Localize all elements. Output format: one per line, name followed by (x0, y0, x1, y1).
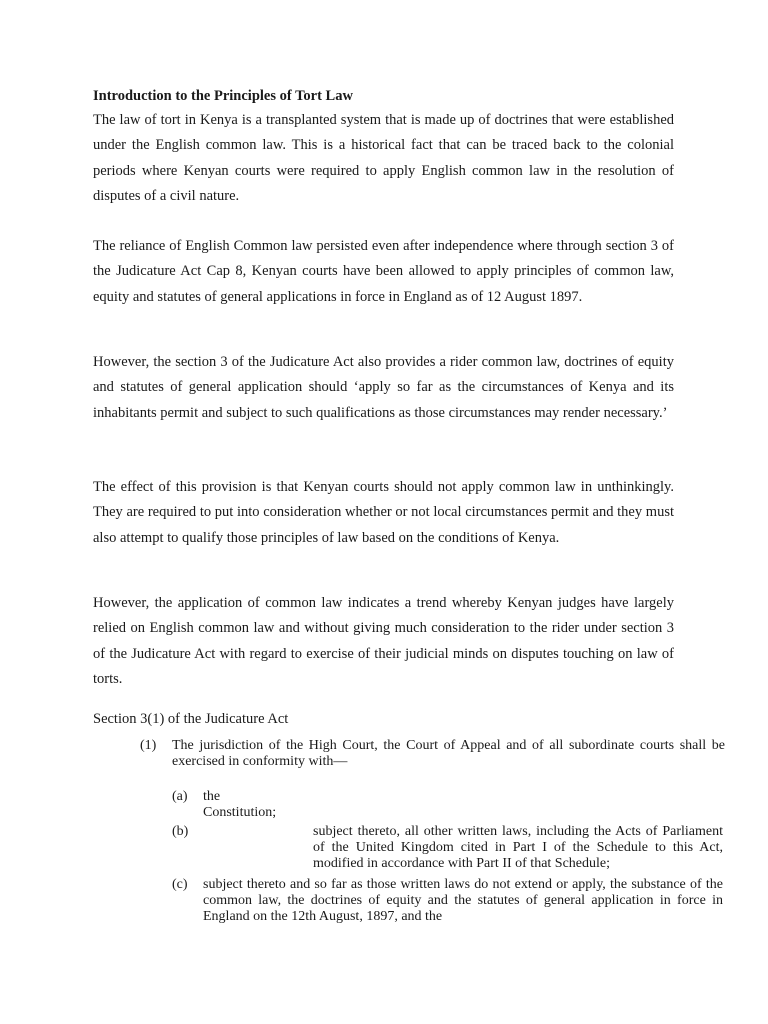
paragraph-5: However, the application of common law indicates a trend whereby Kenyan judges have largely relied on English common law and without giving much consideration to the rider under section 3 of the Judicature Act with regard to exercise of their judicial minds on disputes touching on law of torts. (93, 595, 674, 687)
section-title: Section 3(1) of the Judicature Act (93, 711, 289, 727)
item-a-text-line2: Constitution; (203, 805, 277, 820)
clause-text: The jurisdiction of the High Court, the Court of Appeal and of all subordinate courts shall be exercised in conformity with— (172, 738, 725, 769)
item-a-text-line1: the (203, 789, 221, 804)
item-a-label: (a) (172, 789, 188, 804)
paragraph-3: However, the section 3 of the Judicature Act also provides a rider common law, doctrines of equity and statutes of general application should ‘apply so far as the circumstances of Kenya and its inhabitants permit and subject to such qualifications as those circumstances may render necessary.’ (93, 354, 674, 421)
document-heading: Introduction to the Principles of Tort Law (93, 88, 353, 104)
paragraph-1: The law of tort in Kenya is a transplanted system that is made up of doctrines that were established under the English common law. This is a historical fact that can be traced back to the colonial periods where Kenyan courts were required to apply English common law in the resolution of disputes of a civil nature. (93, 112, 674, 204)
clause-number: (1) (140, 738, 157, 753)
paragraph-4: The effect of this provision is that Kenyan courts should not apply common law in unthinkingly. They are required to put into consideration whether or not local circumstances permit and they must also attempt to qualify those principles of law based on the conditions of Kenya. (93, 479, 674, 546)
item-b-text: subject thereto, all other written laws, including the Acts of Parliament of the United Kingdom cited in Part I of the Schedule to this Act, modified in accordance with Part II of that Schedule; (313, 824, 723, 871)
paragraph-2: The reliance of English Common law persisted even after independence where through section 3 of the Judicature Act Cap 8, Kenyan courts have been allowed to apply principles of common law, equity and statutes of general applications in force in England as of 12 August 1897. (93, 238, 674, 305)
item-c-label: (c) (172, 877, 188, 892)
item-c-text: subject thereto and so far as those written laws do not extend or apply, the substance of the common law, the doctrines of equity and the statutes of general application in force in England on the 12th August, 1897, and the (203, 877, 723, 924)
item-b-label: (b) (172, 824, 189, 839)
